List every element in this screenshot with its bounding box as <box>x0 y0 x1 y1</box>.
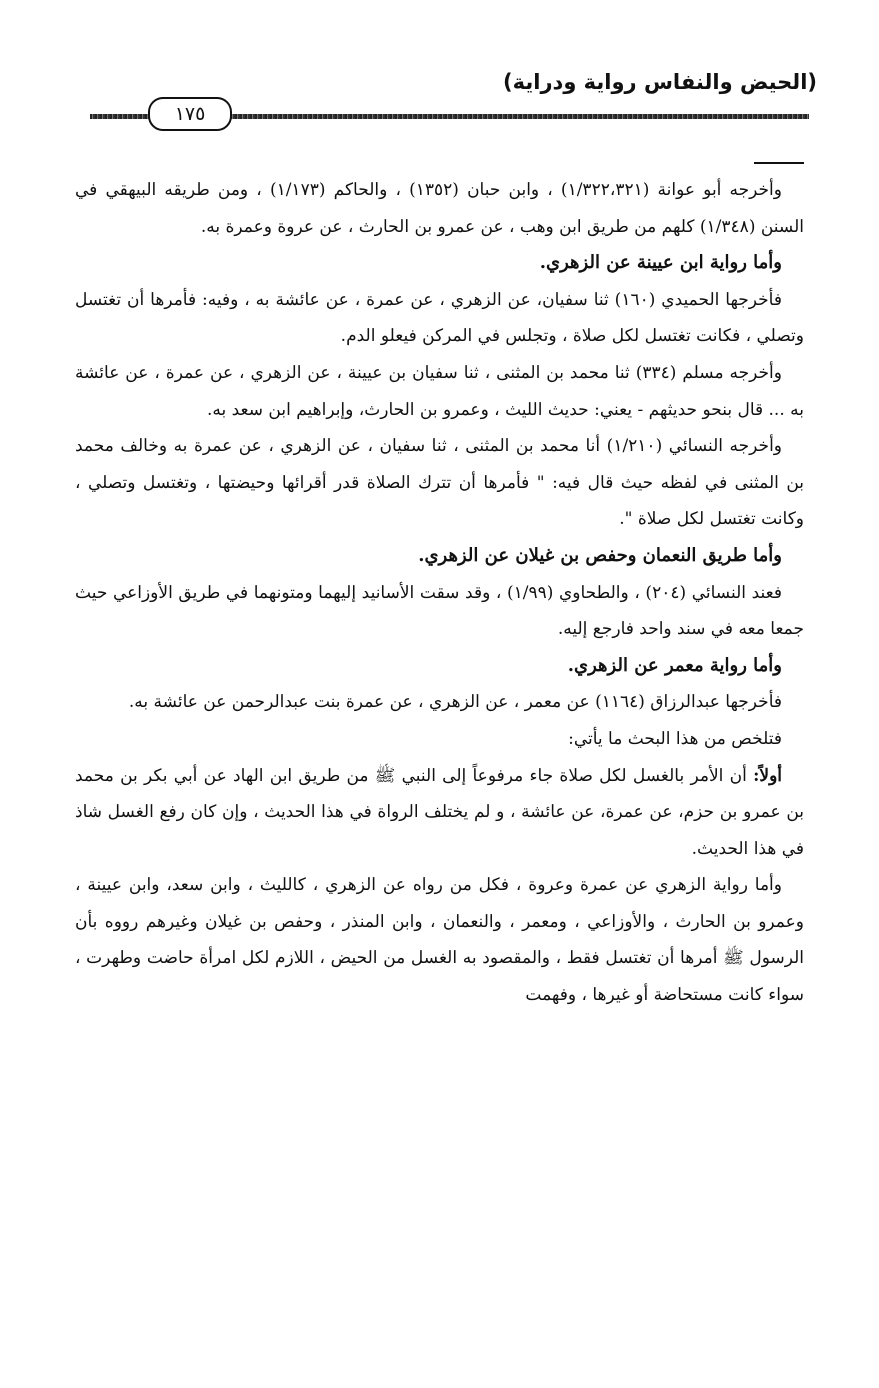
paragraph-text: أن الأمر بالغسل لكل صلاة جاء مرفوعاً إلى النبي ﷺ من طريق ابن الهاد عن أبي بكر بن محمد بن عمرو بن حزم، عن عمرة، عن عائشة ، و لم يختلف الرواة في هذا الحديث ، وإن كان رفع الغسل شاذ في هذا الحديث. <box>75 765 804 859</box>
running-header-title: (الحيض والنفاس رواية ودراية) <box>503 70 817 94</box>
paragraph: فتلخص من هذا البحث ما يأتي: <box>568 728 782 749</box>
paragraph: وأخرجه النسائي (١/٢١٠) أنا محمد بن المثنى ، ثنا سفيان ، عن الزهري ، عن عمرة به وخالف محمد بن المثنى في لفظه حيث قال فيه: " فأمرها أن تترك الصلاة قدر أقرائها وحيضتها ، وتغتسل وتصلي ، وكانت تغتسل لكل صلاة ". <box>75 436 804 530</box>
page-number: ١٧٥ <box>148 97 232 131</box>
paragraph: وأما رواية الزهري عن عمرة وعروة ، فكل من رواه عن الزهري ، كالليث ، وابن سعد، وابن عيينة ، وعمرو بن الحارث ، والأوزاعي ، ومعمر ، والنعمان ، وابن المنذر ، وحفص بن غيلان وغيرهم رووه بأن الرسول ﷺ أمرها أن تغتسل فقط ، والمقصود به الغسل من الحيض ، اللازم لكل امرأة حاضت وطهرت ، سواء كانت مستحاضة أو غيرها ، وفهمت <box>75 875 804 1006</box>
paragraph: فعند النسائي (٢٠٤) ، والطحاوي (١/٩٩) ، وقد سقت الأسانيد إليهما ومتونهما في طريق الأوزاعي حيث جمعا معه في سند واحد فارجع إليه. <box>75 582 804 640</box>
paragraph <box>75 758 804 868</box>
footnote-separator <box>754 162 804 164</box>
section-heading: وأما رواية ابن عيينة عن الزهري. <box>539 252 782 274</box>
page-body <box>75 172 804 1014</box>
paragraph-lead: أولاً: <box>753 765 782 786</box>
paragraph: فأخرجها عبدالرزاق (١١٦٤) عن معمر ، عن الزهري ، عن عمرة بنت عبدالرحمن عن عائشة به. <box>128 692 782 713</box>
paragraph: وأخرجه مسلم (٣٣٤) ثنا محمد بن المثنى ، ثنا سفيان بن عيينة ، عن الزهري ، عن عمرة ، عن عائشة به ... قال بنحو حديثهم - يعني: حديث الليث ، وعمرو بن الحارث، وإبراهيم ابن سعد به. <box>75 362 804 420</box>
section-heading: وأما رواية معمر عن الزهري. <box>567 654 782 676</box>
paragraph: فأخرجها الحميدي (١٦٠) ثنا سفيان، عن الزهري ، عن عمرة ، عن عائشة به ، وفيه: فأمرها أن تغتسل وتصلي ، فكانت تغتسل لكل صلاة ، وتجلس في المركن فيعلو الدم. <box>75 289 804 347</box>
section-heading: وأما طريق النعمان وحفص بن غيلان عن الزهري. <box>418 544 782 566</box>
paragraph: وأخرجه أبو عوانة (١/٣٢٢،٣٢١) ، وابن حبان (١٣٥٢) ، والحاكم (١/١٧٣) ، ومن طريقه البيهقي في السنن (١/٣٤٨) كلهم من طريق ابن وهب ، عن عمرو بن الحارث ، عن عروة وعمرة به. <box>75 180 804 237</box>
